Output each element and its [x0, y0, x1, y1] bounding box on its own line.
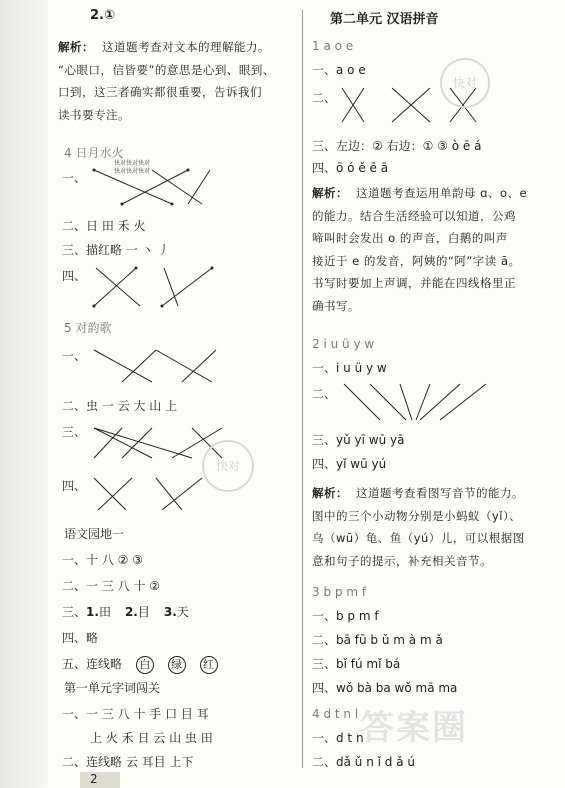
analysis-label: 解析： [312, 486, 348, 500]
watermark-text: 答案圈 [360, 708, 468, 748]
analysis-label: 解析： [58, 40, 94, 54]
right-column [308, 0, 558, 788]
section-title: 1 a o e [312, 39, 354, 53]
analysis-block-1 [58, 36, 298, 126]
question-number: 一、 [62, 171, 87, 185]
analysis-text: 这道题考查看图写音节的能力。 [356, 486, 524, 500]
question-number: 四、 [62, 269, 87, 283]
answer-line: 四、yǐ wū yú [312, 457, 387, 471]
analysis-block-3 [312, 482, 558, 572]
answer-value: 目 [137, 605, 150, 619]
section-title: 5 对韵歌 [64, 321, 112, 335]
circled-char: 绿 [168, 656, 186, 674]
answer-line: 二、dǎ ǔ n ǐ d ǎ ú [312, 755, 415, 769]
analysis-text: 的能力。结合生活经验可以知道，公鸡 [312, 208, 516, 223]
answer-number: 2. [124, 605, 138, 619]
answer-prefix: 三、 [62, 605, 87, 619]
answer-line: 一、i u ü y w [312, 361, 387, 375]
answer-line: 二、一 三 八 十 ② [62, 579, 161, 593]
question-number: 二、 [312, 387, 337, 401]
answer-line: 二、日 田 禾 火 [62, 219, 146, 233]
answer-line: 二、bā fū b ǔ m à m ǎ [312, 633, 443, 647]
answer-value: 天 [176, 605, 189, 619]
analysis-text: 图中的三个小动物分别是小蚂蚁（yǐ）、 [312, 508, 522, 523]
analysis-text: 乌（wū）龟、鱼（yú）儿，可以根据图 [312, 531, 525, 545]
section-title: 3 b p m f [312, 585, 367, 599]
left-top-heading: 2.① [90, 8, 115, 23]
analysis-text: 意和句子的提示，补充相关音节。 [312, 553, 492, 568]
section-title: 2 i u ü y w [312, 337, 375, 351]
analysis-text: 确书写。 [312, 298, 360, 313]
answer-line: 三、bǐ fú mǐ bá [312, 657, 401, 671]
answer-line: 三、描红略 一 丶 丿 [62, 243, 170, 257]
answer-prefix: 五、连线略 [62, 657, 123, 671]
kuaidui-stamp: 快对 [202, 440, 254, 492]
question-number: 二、 [312, 91, 337, 105]
answer-line: 二、连线略 云 耳目 上下 [62, 755, 194, 769]
answer-line: 一、d t n [312, 731, 364, 745]
answer-line: 一、b p m f [312, 609, 379, 623]
tiny-note: 快对快对快对 [114, 168, 151, 175]
answer-line: 一、a o e [312, 63, 366, 77]
answer-line: 三、yǔ yī wū yā [312, 433, 405, 447]
answer-line: 二、虫 一 云 大 山 上 [62, 399, 178, 413]
matching-lines [92, 474, 222, 514]
analysis-text: 这道题考查对文本的理解能力。 [102, 40, 270, 54]
question-number: 三、 [62, 425, 87, 439]
answer-line: 三、左边：② 右边：① ③ ò ē á [312, 139, 482, 153]
matching-lines [92, 266, 222, 310]
circled-char: 白 [136, 656, 154, 674]
answer-line [62, 656, 220, 674]
answer-number: 3. [163, 605, 177, 619]
section-title: 4 d t n l [312, 707, 359, 721]
analysis-text: “心眼口，信皆要”的意思是心到、眼到、 [58, 62, 275, 77]
page-binding-gutter [0, 0, 48, 788]
matching-lines [340, 382, 490, 424]
analysis-text: 书写时要加上声调，并能在四线格里正 [312, 276, 516, 290]
analysis-text: 啼叫时会发出 o 的声音，白鹅的叫声 [312, 231, 508, 245]
page-number: 2 [80, 772, 120, 788]
tiny-note: 快对快对快对 [114, 160, 151, 167]
answer-line: 一、十 八 ② ③ [62, 553, 143, 567]
analysis-text: 接近于 e 的发音，阿姨的“阿”字读 ā。 [312, 253, 521, 268]
section-title: 第一单元字词闯关 [64, 681, 161, 695]
section-title: 4 日月水火 [64, 146, 124, 160]
answer-line: 四、wǒ bà ba wǒ mā ma [312, 681, 458, 695]
analysis-text: 这道题考查运用单韵母 ɑ、o、e [356, 186, 528, 200]
column-divider [302, 10, 303, 768]
left-column [52, 0, 300, 788]
analysis-text: 口到，这三者确实都很重要，告诉我们 [58, 85, 262, 99]
analysis-block-2 [312, 182, 558, 317]
matching-lines [92, 346, 222, 386]
answer-line: 四、略 [62, 631, 99, 645]
answer-line [62, 604, 189, 620]
answer-line: 四、ō ó ě ē ā [312, 161, 389, 175]
unit-heading: 第二单元 汉语拼音 [330, 12, 439, 27]
question-number: 一、 [62, 349, 87, 363]
section-title: 语文园地一 [64, 527, 125, 541]
matching-lines [92, 168, 212, 208]
answer-value: 田 [98, 605, 111, 619]
kuaidui-stamp: 快对 [440, 58, 490, 108]
analysis-label: 解析： [312, 186, 348, 200]
analysis-text: 读书要专注。 [58, 107, 130, 122]
circled-char: 红 [200, 656, 218, 674]
answer-number: 1. [86, 605, 99, 619]
answer-line: 上 火 禾 日 云 山 虫 田 [90, 731, 213, 745]
answer-line: 一、一 三 八 十 手 口 目 耳 [62, 707, 209, 721]
question-number: 四、 [62, 479, 87, 493]
